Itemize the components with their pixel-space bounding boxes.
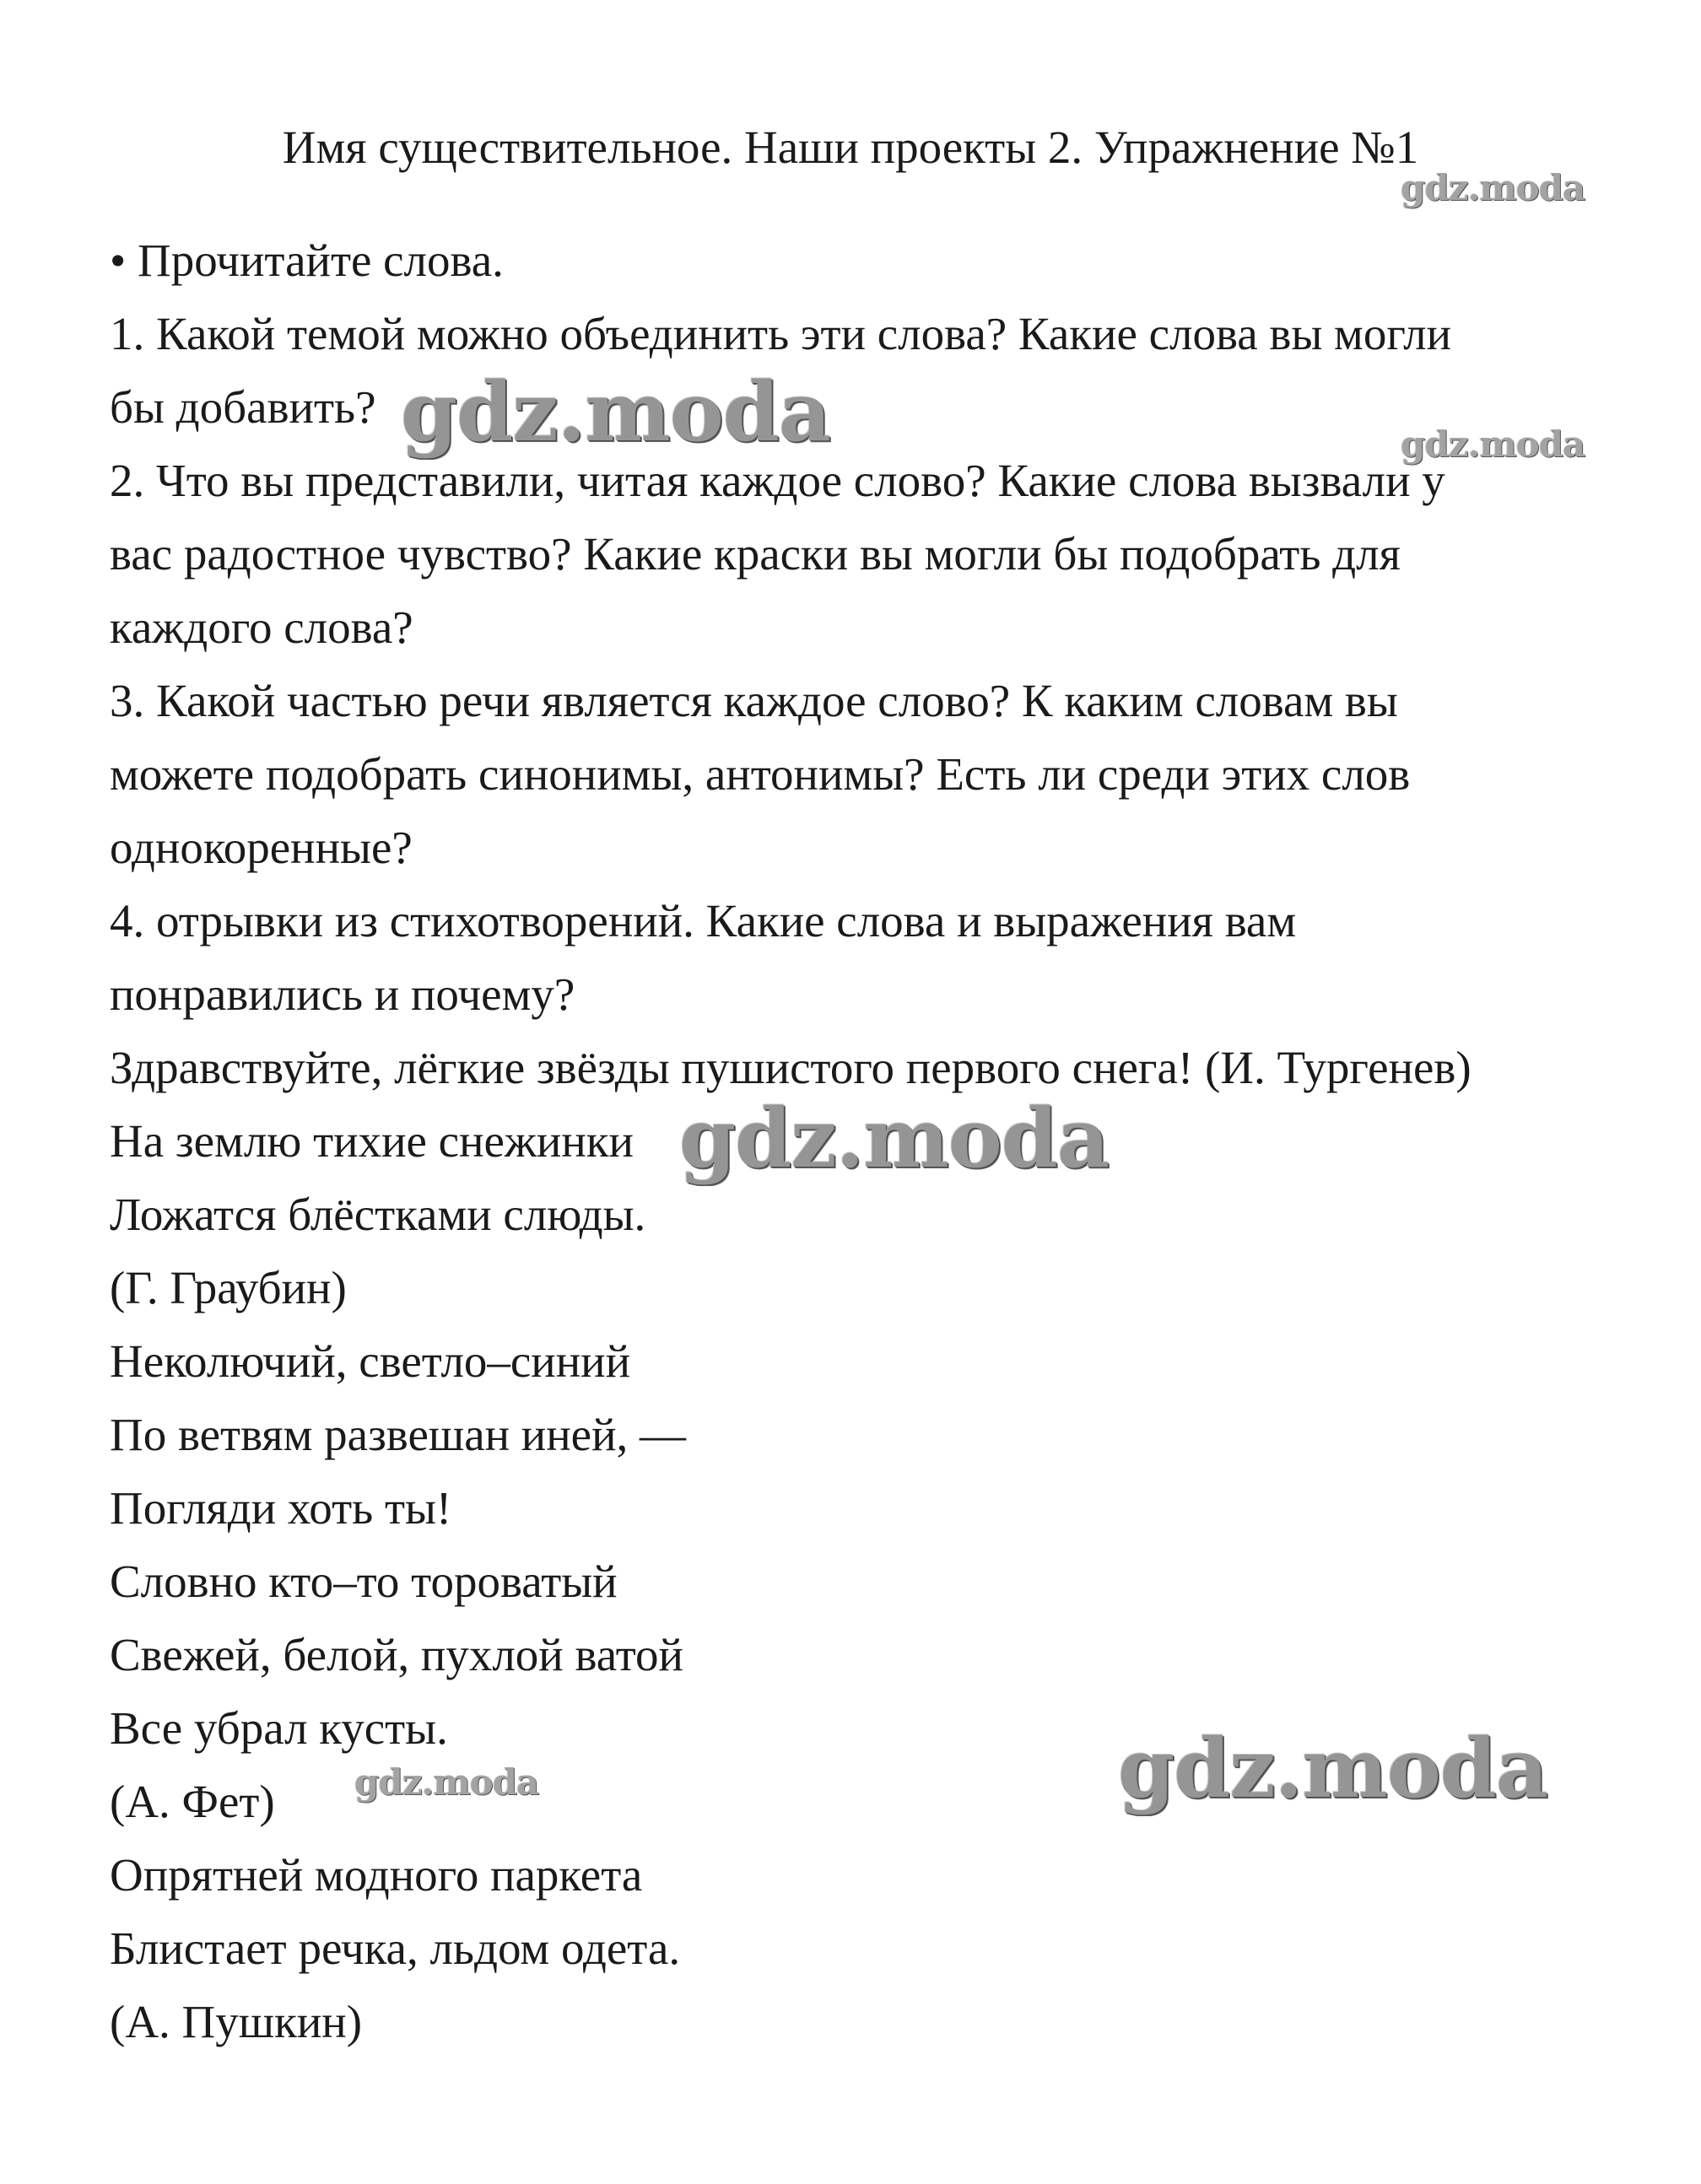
text-line: 1. Какой темой можно объединить эти слова? Какие слова вы могли — [110, 308, 1452, 359]
text-line: вас радостное чувство? Какие краски вы могли бы подобрать для — [110, 528, 1401, 580]
watermark: gdz.moda — [1118, 1721, 1548, 1816]
text-line: Погляди хоть ты! — [110, 1482, 452, 1534]
text-line: Блистает речка, льдом одета. — [110, 1922, 681, 1974]
text-line: 2. Что вы представили, читая каждое слово? Какие слова вызвали у — [110, 455, 1445, 506]
text-line: (А. Фет) — [110, 1776, 275, 1827]
text-line: понравились и почему? — [110, 968, 575, 1020]
text-line: можете подобрать синонимы, антонимы? Есть ли среди этих слов — [110, 748, 1411, 800]
text-line: однокоренные? — [110, 822, 413, 873]
page-title: Имя существительное. Наши проекты 2. Упражнение №1 — [282, 121, 1419, 173]
text-line: 4. отрывки из стихотворений. Какие слова и выражения вам — [110, 895, 1297, 946]
watermark: gdz.moda — [679, 1091, 1110, 1186]
watermark: gdz.moda — [354, 1761, 539, 1803]
watermark: gdz.moda — [1401, 167, 1585, 208]
text-line: Ложатся блёстками слюды. — [110, 1189, 646, 1240]
text-line: Опрятней модного паркета — [110, 1849, 643, 1901]
watermark: gdz.moda — [1401, 423, 1585, 465]
text-line: Здравствуйте, лёгкие звёзды пушистого первого снега! (И. Тургенев) — [110, 1042, 1472, 1093]
text-line: (А. Пушкин) — [110, 1996, 363, 2047]
watermark: gdz.moda — [401, 364, 831, 460]
text-line: (Г. Граубин) — [110, 1262, 347, 1313]
text-line: 3. Какой частью речи является каждое слово? К каким словам вы — [110, 675, 1398, 726]
text-line: Все убрал кусты. — [110, 1702, 448, 1754]
text-line: каждого слова? — [110, 601, 413, 653]
text-line: Свежей, белой, пухлой ватой — [110, 1629, 683, 1680]
text-line: • Прочитайте слова. — [110, 235, 504, 286]
text-line: бы добавить? — [110, 381, 376, 433]
text-line: Неколючий, светло–синий — [110, 1335, 631, 1387]
text-line: Словно кто–то тороватый — [110, 1556, 618, 1607]
text-line: На землю тихие снежинки — [110, 1115, 634, 1167]
text-line: По ветвям развешан иней, — — [110, 1409, 687, 1460]
